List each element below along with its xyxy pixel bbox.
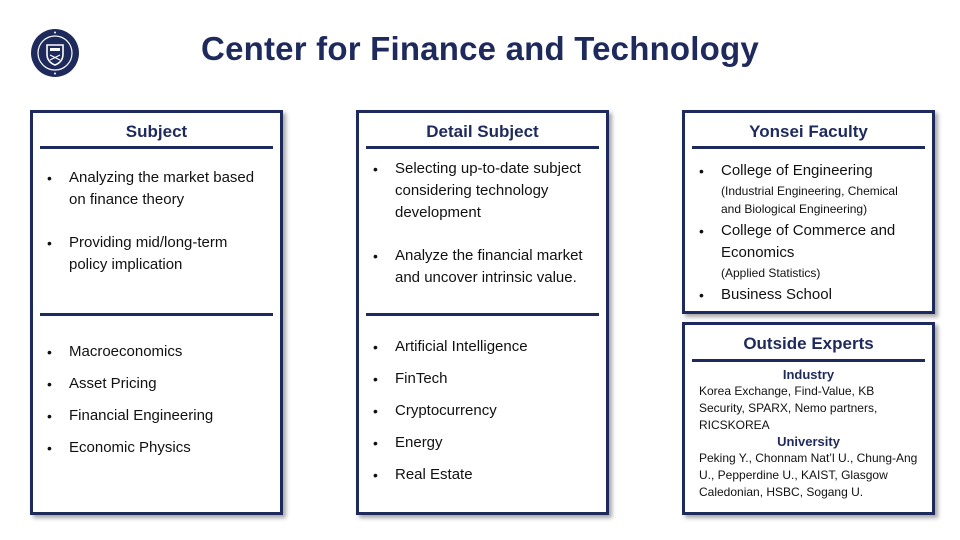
university-text: Peking Y., Chonnam Nat’l U., Chung-Ang U., Pepperdine U., KAIST, Glasgow Caledonian, HSBC, Sogang U.: [699, 451, 918, 499]
faculty-note: (Industrial Engineering, Chemical and Biological Engineering): [721, 184, 898, 216]
list-item: • Asset Pricing: [41, 373, 266, 395]
subject-top-list: [41, 167, 266, 276]
list-item: • Analyze the financial market and uncover intrinsic value.: [367, 245, 592, 289]
subject-divider: [40, 313, 273, 316]
subject-box: [30, 110, 283, 515]
detail-subject-heading: Detail Subject: [366, 113, 599, 149]
experts-heading: Outside Experts: [692, 325, 925, 362]
list-item: • Cryptocurrency: [367, 400, 592, 422]
list-item: • Energy: [367, 432, 592, 454]
list-item: • Selecting up-to-date subject considering technology development: [367, 158, 592, 224]
faculty-label: College of Engineering: [721, 162, 873, 179]
subject-bottom-list: [41, 341, 266, 459]
list-item: • Macroeconomics: [41, 341, 266, 363]
industry-text: Korea Exchange, Find-Value, KB Security, SPARX, Nemo partners, RICSKOREA: [699, 384, 878, 432]
detail-top-list: [367, 158, 592, 289]
faculty-label: College of Commerce and Economics: [721, 222, 896, 261]
list-item: • Artificial Intelligence: [367, 336, 592, 358]
industry-heading: Industry: [782, 367, 835, 382]
list-item: • FinTech: [367, 368, 592, 390]
list-item: [693, 220, 921, 282]
list-item: [693, 284, 921, 306]
detail-divider: [366, 313, 599, 316]
list-item: • Economic Physics: [41, 437, 266, 459]
list-item: • Financial Engineering: [41, 405, 266, 427]
faculty-list: [693, 160, 921, 306]
experts-box: [682, 322, 935, 515]
list-item: • Analyzing the market based on finance theory: [41, 167, 266, 211]
detail-subject-box: [356, 110, 609, 515]
list-item: • Real Estate: [367, 464, 592, 486]
subject-heading: Subject: [40, 113, 273, 149]
faculty-heading: Yonsei Faculty: [692, 113, 925, 149]
faculty-label: Business School: [721, 286, 832, 303]
list-item: • Providing mid/long-term policy implication: [41, 232, 266, 276]
faculty-box: [682, 110, 935, 314]
faculty-note: (Applied Statistics): [721, 266, 821, 280]
list-item: [693, 160, 921, 218]
university-heading: University: [777, 434, 840, 449]
detail-bottom-list: [367, 336, 592, 486]
page-title: Center for Finance and Technology: [201, 30, 759, 67]
